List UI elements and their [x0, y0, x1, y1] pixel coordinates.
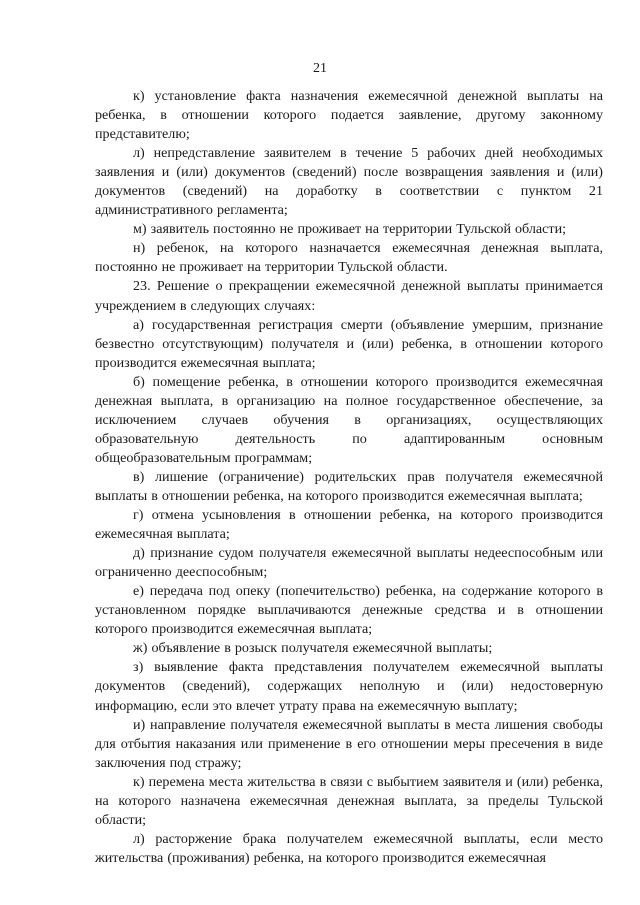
paragraph-g: г) отмена усыновления в отношении ребенка, на которого производится ежемесячная выплата; [95, 507, 603, 543]
paragraph-23: 23. Решение о прекращении ежемесячной денежной выплаты принимается учреждением в следующих случаях: [95, 278, 603, 314]
paragraph-i: и) направление получателя ежемесячной выплаты в места лишения свободы для отбытия наказания или применение в его отношении меры пресечения в виде заключения под стражу; [95, 716, 603, 771]
paragraph-l: л) непредставление заявителем в течение 5 рабочих дней необходимых заявления и (или) документов (сведений) после возвращения заявления и (или) документов (сведений) на доработку в соответствии с пунктом 21 административного регламента; [95, 145, 603, 219]
paragraph-k: к) установление факта назначения ежемесячной денежной выплаты на ребенка, в отношении которого подается заявление, другому законному представителю; [95, 88, 603, 143]
paragraph-b: б) помещение ребенка, в отношении которого производится ежемесячная денежная выплата, в организацию на полное государственное обеспечение, за исключением случаев обучения в организациях, осуществляющих образовательную деятельность по адаптированным основным общеобразовательным программам; [95, 373, 603, 466]
paragraph-v: в) лишение (ограничение) родительских прав получателя ежемесячной выплаты в отношении ребенка, на которого производится ежемесячная выплата; [95, 468, 603, 504]
paragraph-e: е) передача под опеку (попечительство) ребенка, на содержание которого в установленном порядке выплачиваются денежные средства и в отношении которого производится ежемесячная выплата; [95, 583, 603, 638]
document-body [95, 87, 603, 868]
paragraph-z: з) выявление факта представления получателем ежемесячной выплаты документов (сведений), содержащих неполную и (или) недостоверную информацию, если это влечет утрату права на ежемесячную выплату; [95, 659, 603, 714]
paragraph-a: а) государственная регистрация смерти (объявление умершим, признание безвестно отсутствующим) получателя и (или) ребенка, в отношении которого производится ежемесячная выплата; [95, 316, 603, 371]
paragraph-n: н) ребенок, на которого назначается ежемесячная денежная выплата, постоянно не проживает на территории Тульской области. [95, 240, 603, 276]
paragraph-l2: л) расторжение брака получателем ежемесячной выплаты, если место жительства (проживания) ребенка, на которого производится ежемесячная [95, 830, 603, 866]
paragraph-zh: ж) объявление в розыск получателя ежемесячной выплаты; [133, 640, 493, 657]
page-number: 21 [313, 61, 327, 76]
paragraph-m: м) заявитель постоянно не проживает на территории Тульской области; [133, 221, 567, 238]
paragraph-k2: к) перемена места жительства в связи с выбытием заявителя и (или) ребенка, на которого назначена ежемесячная денежная выплата, за пределы Тульской области; [95, 773, 603, 828]
paragraph-d: д) признание судом получателя ежемесячной выплаты недееспособным или ограниченно дееспособным; [95, 545, 603, 581]
